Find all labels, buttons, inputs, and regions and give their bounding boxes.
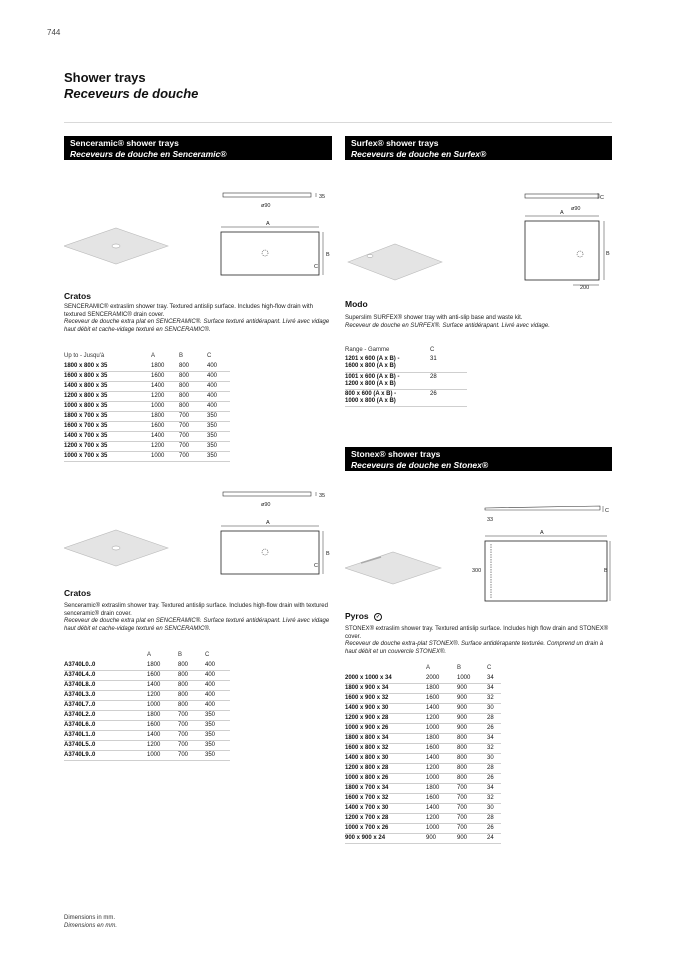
table-row [64, 361, 230, 371]
dim-c: C [605, 508, 609, 514]
table-cell: 900 [426, 833, 457, 843]
table-cell: 1000 [457, 673, 487, 683]
table-row [64, 381, 230, 391]
dim-thickness: 35 [319, 194, 326, 200]
table-cell: 1600 [426, 693, 457, 703]
table-cell: 1200 [426, 813, 457, 823]
table-cell: 800 [457, 773, 487, 783]
dim-b: B [604, 568, 608, 574]
table-row [345, 743, 501, 753]
table-cell: 800 [179, 361, 207, 371]
tray-plan [221, 232, 319, 275]
table-cell: 350 [205, 730, 230, 740]
description-en: SENCERAMIC® extraslim shower tray. Textured antislip surface. Includes high-flow drain with textured SENCERAMIC® drain cover. [64, 304, 313, 318]
table-cell: 350 [205, 710, 230, 720]
table-cell: 28 [487, 813, 501, 823]
footer-en: Dimensions in mm. [64, 915, 116, 921]
table-cell: 800 [178, 700, 205, 710]
table-cell: 32 [487, 693, 501, 703]
table-cell: 2000 x 1000 x 34 [345, 673, 426, 683]
table-cell: 800 [178, 680, 205, 690]
table-cell: 1000 [426, 823, 457, 833]
table-cell: 800 [178, 690, 205, 700]
table-cell: 1200 [151, 391, 179, 401]
table-cell: 1800 x 800 x 35 [64, 361, 151, 371]
table-cell: 700 [178, 750, 205, 760]
table-row [345, 813, 501, 823]
tray-perspective [345, 552, 441, 584]
range-to: 1600 x 800 (A x B) [345, 363, 396, 370]
table-cell: 1800 [426, 783, 457, 793]
table-cell: 1000 x 800 x 26 [345, 773, 426, 783]
table-cell: 1800 [147, 660, 178, 670]
table-cell: 1600 x 800 x 32 [345, 743, 426, 753]
table-cell: 1800 [147, 710, 178, 720]
table-cell: 34 [487, 733, 501, 743]
table-cell: 700 [457, 823, 487, 833]
table-cell [345, 372, 430, 389]
table-cell: 800 [457, 743, 487, 753]
table-cell: 28 [487, 713, 501, 723]
table-cell: 800 [179, 381, 207, 391]
table-cell: 800 [457, 753, 487, 763]
stonex-banner [345, 447, 612, 471]
table-row [64, 371, 230, 381]
table-row [345, 683, 501, 693]
product-name-cratos-2: Cratos [64, 588, 91, 598]
table-cell: 26 [487, 823, 501, 833]
table-cell: 1800 [426, 683, 457, 693]
table-row [345, 723, 501, 733]
senceramic-banner [64, 136, 332, 160]
table-cell: 1800 x 700 x 34 [345, 783, 426, 793]
page-number: 744 [47, 28, 61, 37]
table-row [345, 763, 501, 773]
table-cell: 1200 x 800 x 35 [64, 391, 151, 401]
dim-b: B [606, 251, 610, 257]
table-cell: 800 [457, 763, 487, 773]
table-cell: 700 [179, 431, 207, 441]
surfex-banner [345, 136, 612, 160]
dim-b: B [326, 252, 330, 258]
table-cell: A3740L8..0 [64, 680, 147, 690]
table-cell: 1400 [151, 381, 179, 391]
table-cell: 350 [207, 421, 230, 431]
table-cell: 400 [207, 401, 230, 411]
dim-drain: ø90 [261, 203, 271, 209]
table-row [64, 451, 230, 461]
table-row [345, 793, 501, 803]
table-row [64, 421, 230, 431]
table-cell: 1000 [151, 401, 179, 411]
table-header: A [147, 652, 152, 658]
table-cell: 1000 x 900 x 26 [345, 723, 426, 733]
dim-33: 33 [487, 517, 494, 523]
table-cell: 30 [487, 803, 501, 813]
table-cell: 1000 x 700 x 26 [345, 823, 426, 833]
pyros-size-table [345, 663, 501, 844]
table-row [345, 693, 501, 703]
table-row [64, 700, 230, 710]
table-cell: 700 [457, 793, 487, 803]
table-cell: 700 [179, 451, 207, 461]
table-cell: 1600 [147, 720, 178, 730]
table-cell: 24 [487, 833, 501, 843]
table-cell: 1400 [426, 803, 457, 813]
table-row [345, 823, 501, 833]
table-row [64, 670, 230, 680]
table-cell: 1000 x 800 x 35 [64, 401, 151, 411]
product-description-2 [64, 603, 332, 633]
table-cell: 900 [457, 693, 487, 703]
table-cell: 400 [207, 361, 230, 371]
table-cell: 1800 [426, 733, 457, 743]
table-row [64, 401, 230, 411]
table-header: B [178, 652, 183, 658]
table-cell: 30 [487, 753, 501, 763]
modo-range-table [345, 345, 467, 407]
table-cell: 1600 [426, 743, 457, 753]
tray-plan [221, 531, 319, 574]
divider [64, 122, 612, 123]
table-cell: 700 [457, 813, 487, 823]
table-cell: 1200 x 900 x 28 [345, 713, 426, 723]
dim-b: B [326, 551, 330, 557]
page-title-en: Shower trays [64, 70, 146, 85]
table-row [345, 389, 467, 406]
stonex-banner-fr: Receveurs de douche en Stonex® [351, 460, 489, 470]
cratos-technical-drawing-2 [64, 486, 334, 586]
dim-thickness: 35 [319, 493, 326, 499]
table-header: C [430, 347, 435, 353]
table-row [345, 703, 501, 713]
modo-technical-drawing [345, 186, 613, 292]
product-description-modo [345, 315, 613, 330]
product-name-pyros [345, 611, 382, 621]
table-cell: 1200 x 800 x 28 [345, 763, 426, 773]
description-en: Superslim SURFEX® shower tray with anti-slip base and waste kit. [345, 315, 523, 321]
table-cell: 800 [178, 660, 205, 670]
table-row [345, 753, 501, 763]
dim-c: C [600, 195, 604, 201]
table-row [64, 740, 230, 750]
pyros-technical-drawing [345, 500, 613, 604]
table-header: B [179, 353, 184, 359]
table-cell: 1000 [426, 773, 457, 783]
table-row [64, 680, 230, 690]
product-description [64, 304, 332, 334]
table-cell: 800 [457, 733, 487, 743]
table-row [345, 783, 501, 793]
drain-icon [112, 244, 120, 248]
table-cell: 800 [179, 391, 207, 401]
table-row [64, 750, 230, 760]
table-cell: 900 [457, 683, 487, 693]
table-cell: 1400 x 900 x 30 [345, 703, 426, 713]
dim-a: A [266, 520, 270, 526]
table-row [345, 713, 501, 723]
table-header: A [426, 665, 431, 671]
table-cell: 1800 x 700 x 35 [64, 411, 151, 421]
drain-icon [367, 255, 373, 258]
table-cell: 32 [487, 743, 501, 753]
table-cell: 1600 x 800 x 35 [64, 371, 151, 381]
table-cell: 1600 [147, 670, 178, 680]
senceramic-banner-fr: Receveurs de douche en Senceramic® [70, 149, 227, 159]
table-header: C [207, 353, 212, 359]
tray-plan [485, 541, 607, 601]
table-cell: 400 [205, 690, 230, 700]
table-cell: 350 [207, 431, 230, 441]
table-cell: 1000 [151, 451, 179, 461]
table-cell: 800 [179, 401, 207, 411]
product-description-pyros [345, 626, 613, 656]
table-row [345, 733, 501, 743]
surfex-banner-fr: Receveurs de douche en Surfex® [351, 149, 487, 159]
table-cell: 28 [487, 763, 501, 773]
table-row [64, 710, 230, 720]
table-cell: 1800 x 900 x 34 [345, 683, 426, 693]
table-cell: 1200 x 700 x 35 [64, 441, 151, 451]
table-cell: 1800 [151, 411, 179, 421]
table-cell: 1200 [147, 690, 178, 700]
cratos-reference-table [64, 650, 230, 761]
table-cell: 1000 x 700 x 35 [64, 451, 151, 461]
table-row [64, 660, 230, 670]
table-row [64, 391, 230, 401]
dim-c: C [314, 563, 318, 569]
description-fr: Receveur de douche extra-plat STONEX®. Surface antidérapante texturée. Comprend un drain à haut débit et un couvercle STONEX®. [345, 641, 604, 655]
new-badge-icon: ✓ [375, 614, 381, 620]
table-row [64, 431, 230, 441]
table-row [64, 730, 230, 740]
dim-a: A [266, 221, 270, 227]
table-cell: 400 [207, 391, 230, 401]
table-cell: 900 [457, 713, 487, 723]
table-header [64, 650, 147, 660]
product-name-text: Pyros [345, 611, 369, 621]
table-cell: 34 [487, 673, 501, 683]
table-cell: 1600 [151, 421, 179, 431]
table-cell: 400 [205, 670, 230, 680]
table-cell: 1200 [426, 763, 457, 773]
table-cell: 700 [178, 710, 205, 720]
table-cell: 1200 [426, 713, 457, 723]
table-cell: 1400 [426, 703, 457, 713]
tray-perspective [348, 244, 442, 280]
table-cell: 1600 [426, 793, 457, 803]
product-name-modo: Modo [345, 299, 368, 309]
table-row [345, 673, 501, 683]
table-cell: 32 [487, 793, 501, 803]
surfex-banner-en: Surfex® shower trays [351, 138, 439, 148]
page-title-fr: Receveurs de douche [64, 86, 199, 101]
tray-profile [525, 194, 599, 198]
page-title [64, 70, 198, 102]
tray-profile [485, 506, 600, 510]
table-cell: 1400 x 800 x 30 [345, 753, 426, 763]
dim-a: A [560, 210, 564, 216]
table-cell: 1000 [147, 700, 178, 710]
table-cell: 400 [207, 381, 230, 391]
table-row [64, 690, 230, 700]
table-cell: 350 [205, 750, 230, 760]
table-cell: 700 [457, 803, 487, 813]
table-row [345, 355, 467, 372]
table-cell: 1800 x 800 x 34 [345, 733, 426, 743]
description-fr: Receveur de douche extra plat en SENCERAMIC®. Surface texturé antidérapant. Livré avec vidage haut débit et cache-vidage texturé en SENCERAMIC®. [64, 319, 330, 333]
table-cell: 900 [457, 723, 487, 733]
table-cell: 1600 x 700 x 32 [345, 793, 426, 803]
table-row [64, 441, 230, 451]
dim-c: C [314, 264, 318, 270]
table-cell: 28 [430, 372, 467, 389]
table-cell: 350 [207, 451, 230, 461]
table-cell: 700 [179, 411, 207, 421]
table-header: B [457, 665, 462, 671]
table-cell [345, 355, 430, 372]
cratos-size-table [64, 351, 230, 462]
table-cell: 1400 x 800 x 35 [64, 381, 151, 391]
table-header: C [205, 652, 210, 658]
table-cell: 700 [178, 730, 205, 740]
table-header: Up to - Jusqu'à [64, 353, 105, 359]
table-cell: 1600 x 900 x 32 [345, 693, 426, 703]
table-cell: A3740L2..0 [64, 710, 147, 720]
table-cell: 30 [487, 703, 501, 713]
table-cell: 1400 [426, 753, 457, 763]
range-from: 1201 x 600 (A x B) - [345, 356, 400, 363]
table-cell: 700 [178, 720, 205, 730]
dim-300: 300 [472, 568, 482, 574]
table-header: Range - Gamme [345, 347, 390, 353]
table-cell: 900 [457, 833, 487, 843]
table-cell: A3740L9..0 [64, 750, 147, 760]
table-cell: 1400 x 700 x 30 [345, 803, 426, 813]
table-row [345, 803, 501, 813]
table-cell: 26 [487, 723, 501, 733]
table-row [345, 372, 467, 389]
table-row [64, 411, 230, 421]
range-to: 1200 x 800 (A x B) [345, 380, 396, 387]
table-cell: 31 [430, 355, 467, 372]
table-cell: 1600 [151, 371, 179, 381]
description-en: STONEX® extraslim shower tray. Textured antislip surface. Includes high flow drain and STONEX® cover. [345, 626, 609, 640]
tray-profile [223, 492, 311, 496]
table-cell: 350 [205, 740, 230, 750]
table-cell: 26 [430, 389, 467, 406]
cratos-technical-drawing [64, 186, 334, 286]
table-cell: 700 [457, 783, 487, 793]
footer-fr: Dimensions en mm. [64, 923, 118, 929]
table-cell: A3740L0..0 [64, 660, 147, 670]
table-cell: 400 [205, 660, 230, 670]
tray-profile [223, 193, 311, 197]
table-cell: 900 [457, 703, 487, 713]
table-cell: 1200 x 700 x 28 [345, 813, 426, 823]
dim-a: A [540, 530, 544, 536]
table-header [345, 663, 426, 673]
range-from: 1001 x 600 (A x B) - [345, 373, 400, 380]
table-cell: 700 [178, 740, 205, 750]
table-cell: 1200 [151, 441, 179, 451]
table-cell: 1400 [151, 431, 179, 441]
range-to: 1000 x 800 (A x B) [345, 397, 396, 404]
table-cell: A3740L1..0 [64, 730, 147, 740]
dim-drain: ø90 [261, 502, 271, 508]
table-cell: 34 [487, 683, 501, 693]
table-row [64, 720, 230, 730]
table-cell: 700 [179, 441, 207, 451]
table-cell: 700 [179, 421, 207, 431]
table-cell: 34 [487, 783, 501, 793]
table-cell: A3740L7..0 [64, 700, 147, 710]
table-header: A [151, 353, 156, 359]
table-cell: 1400 x 700 x 35 [64, 431, 151, 441]
description-en: Senceramic® extraslim shower tray. Textured antislip surface. Includes high-flow drain with textured senceramic® drain cover. [64, 603, 328, 617]
table-cell: A3740L4..0 [64, 670, 147, 680]
table-cell: 800 [179, 371, 207, 381]
table-cell: 800 [178, 670, 205, 680]
table-cell: 350 [207, 441, 230, 451]
tray-plan [525, 221, 599, 280]
table-cell: 1800 [151, 361, 179, 371]
footer-note [64, 914, 117, 930]
product-name-cratos: Cratos [64, 291, 91, 301]
table-cell: 400 [207, 371, 230, 381]
table-cell: 350 [205, 720, 230, 730]
table-row [345, 833, 501, 843]
description-fr: Receveur de douche extra plat en SENCERAMIC®. Surface texturé antidérapant. Livré avec vidage haut débit et cache-vidage texturé en SENCERAMIC®. [64, 618, 330, 632]
table-cell [345, 389, 430, 406]
table-cell: A3740L5..0 [64, 740, 147, 750]
drain-icon [112, 546, 120, 550]
table-cell: A3740L3..0 [64, 690, 147, 700]
table-cell: 400 [205, 680, 230, 690]
table-cell: 400 [205, 700, 230, 710]
table-row [345, 773, 501, 783]
dim-200: 200 [580, 285, 590, 291]
table-cell: 1000 [147, 750, 178, 760]
table-cell: 1600 x 700 x 35 [64, 421, 151, 431]
table-cell: A3740L6..0 [64, 720, 147, 730]
table-cell: 1400 [147, 680, 178, 690]
dim-drain: ø90 [571, 206, 581, 212]
table-cell: 1400 [147, 730, 178, 740]
table-cell: 900 x 900 x 24 [345, 833, 426, 843]
table-cell: 350 [207, 411, 230, 421]
table-cell: 26 [487, 773, 501, 783]
range-from: 800 x 600 (A x B) - [345, 390, 397, 397]
stonex-banner-en: Stonex® shower trays [351, 449, 441, 459]
table-cell: 1200 [147, 740, 178, 750]
table-cell: 1000 [426, 723, 457, 733]
description-fr: Receveur de douche en SURFEX®. Surface antidérapant. Livré avec vidage. [345, 322, 550, 329]
table-header: C [487, 665, 492, 671]
table-cell: 2000 [426, 673, 457, 683]
senceramic-banner-en: Senceramic® shower trays [70, 138, 179, 148]
